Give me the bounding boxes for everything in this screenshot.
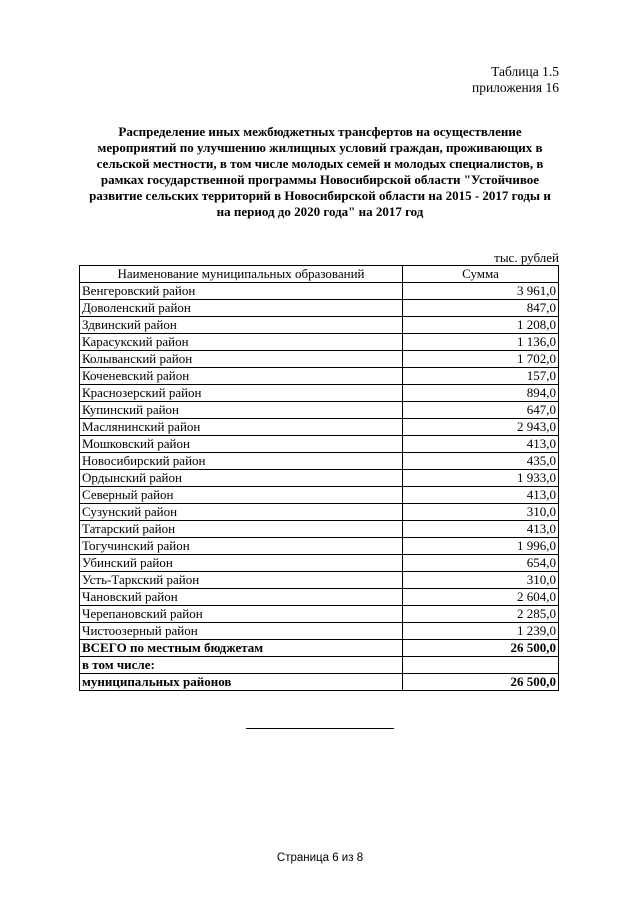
district-name: Коченевский район	[80, 368, 403, 385]
district-name: Чистоозерный район	[80, 623, 403, 640]
table-body	[80, 283, 559, 640]
table-row	[80, 300, 559, 317]
district-sum: 894,0	[403, 385, 559, 402]
district-sum: 654,0	[403, 555, 559, 572]
district-name: Колыванский район	[80, 351, 403, 368]
district-sum: 310,0	[403, 504, 559, 521]
district-name: Черепановский район	[80, 606, 403, 623]
district-sum: 1 136,0	[403, 334, 559, 351]
document-title: Распределение иных межбюджетных трансфертов на осуществление мероприятий по улучшению жилищных условий граждан, проживающих в сельской местности, в том числе молодых семей и молодых специалистов, в рамках государственной программы Новосибирской области "Устойчивое развитие сельских территорий в Новосибирской области на 2015 - 2017 годы и на период до 2020 года" на 2017 год	[89, 124, 551, 219]
table-row	[80, 453, 559, 470]
district-sum: 413,0	[403, 436, 559, 453]
table-row	[80, 521, 559, 538]
table-reference	[472, 64, 559, 96]
municipal-sum: 26 500,0	[403, 674, 559, 691]
district-name: Ордынский район	[80, 470, 403, 487]
total-label: ВСЕГО по местным бюджетам	[80, 640, 403, 657]
district-name: Купинский район	[80, 402, 403, 419]
column-header-name: Наименование муниципальных образований	[80, 266, 403, 283]
district-sum: 2 285,0	[403, 606, 559, 623]
table-row	[80, 334, 559, 351]
district-sum: 847,0	[403, 300, 559, 317]
table-row	[80, 436, 559, 453]
total-row	[80, 640, 559, 657]
district-sum: 1 996,0	[403, 538, 559, 555]
district-name: Убинский район	[80, 555, 403, 572]
table-row	[80, 589, 559, 606]
district-name: Новосибирский район	[80, 453, 403, 470]
district-name: Венгеровский район	[80, 283, 403, 300]
distribution-table	[79, 265, 559, 691]
municipal-row	[80, 674, 559, 691]
including-sum	[403, 657, 559, 674]
district-name: Сузунский район	[80, 504, 403, 521]
table-row	[80, 283, 559, 300]
district-sum: 157,0	[403, 368, 559, 385]
table-row	[80, 572, 559, 589]
page-footer: Страница 6 из 8	[276, 852, 364, 864]
district-name: Усть-Таркский район	[80, 572, 403, 589]
table-header-row	[80, 266, 559, 283]
including-label: в том числе:	[80, 657, 403, 674]
district-sum: 647,0	[403, 402, 559, 419]
table-row	[80, 504, 559, 521]
district-sum: 2 943,0	[403, 419, 559, 436]
table-row	[80, 538, 559, 555]
district-name: Маслянинский район	[80, 419, 403, 436]
units-label: тыс. рублей	[494, 250, 559, 265]
district-sum: 1 702,0	[403, 351, 559, 368]
district-sum: 1 208,0	[403, 317, 559, 334]
including-row	[80, 657, 559, 674]
table-row	[80, 385, 559, 402]
district-sum: 1 933,0	[403, 470, 559, 487]
table-row	[80, 317, 559, 334]
district-sum: 435,0	[403, 453, 559, 470]
table-row	[80, 368, 559, 385]
table-row	[80, 606, 559, 623]
district-name: Мошковский район	[80, 436, 403, 453]
column-header-sum: Сумма	[403, 266, 559, 283]
table-row	[80, 555, 559, 572]
table-row	[80, 487, 559, 504]
district-sum: 310,0	[403, 572, 559, 589]
district-name: Чановский район	[80, 589, 403, 606]
appendix-label: приложения 16	[471, 80, 559, 95]
table-row	[80, 351, 559, 368]
district-name: Татарский район	[80, 521, 403, 538]
district-name: Здвинский район	[80, 317, 403, 334]
district-name: Тогучинский район	[80, 538, 403, 555]
district-name: Краснозерский район	[80, 385, 403, 402]
district-sum: 2 604,0	[403, 589, 559, 606]
table-row	[80, 470, 559, 487]
district-name: Северный район	[80, 487, 403, 504]
municipal-label: муниципальных районов	[80, 674, 403, 691]
district-name: Доволенский район	[80, 300, 403, 317]
table-row	[80, 419, 559, 436]
table-label: Таблица 1.5	[491, 64, 559, 79]
total-sum: 26 500,0	[403, 640, 559, 657]
district-sum: 1 239,0	[403, 623, 559, 640]
district-sum: 3 961,0	[403, 283, 559, 300]
table-row	[80, 402, 559, 419]
district-sum: 413,0	[403, 487, 559, 504]
signature-divider	[246, 728, 394, 729]
district-name: Карасукский район	[80, 334, 403, 351]
table-row	[80, 623, 559, 640]
district-sum: 413,0	[403, 521, 559, 538]
